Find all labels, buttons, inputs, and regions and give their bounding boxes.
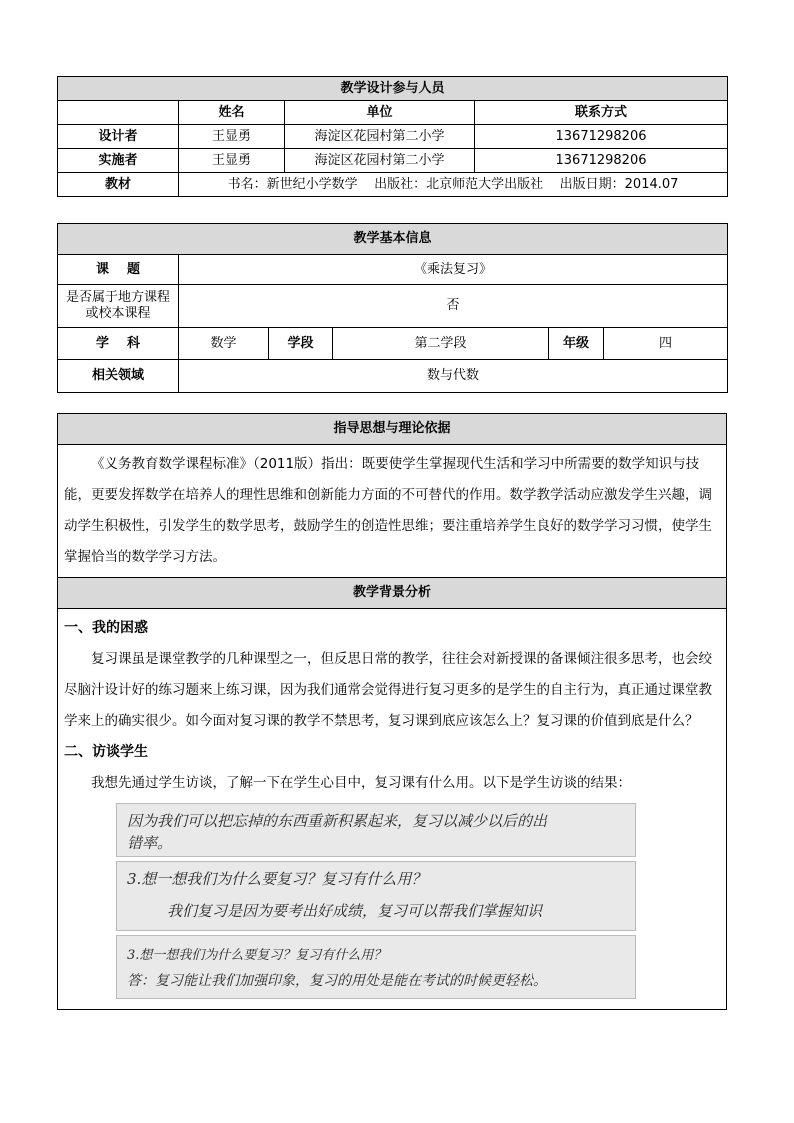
section-title-confusion: 一、我的困惑 xyxy=(64,620,148,636)
answer-line: 错率。 xyxy=(127,834,173,852)
column-header-unit: 单位 xyxy=(285,101,475,125)
implementer-name: 王显勇 xyxy=(179,149,285,173)
student-answer-image xyxy=(116,935,636,999)
column-header-empty xyxy=(58,101,179,125)
material-value: 书名：新世纪小学数学 出版社：北京师范大学出版社 出版日期：2014.07 xyxy=(179,173,728,197)
implementer-phone: 13671298206 xyxy=(475,149,728,173)
section-title-interview: 二、访谈学生 xyxy=(64,744,148,760)
participants-header: 教学设计参与人员 xyxy=(58,77,728,101)
answer-line: 3.想一想我们为什么要复习？复习有什么用？ xyxy=(127,870,427,888)
participants-table xyxy=(57,76,728,197)
basic-info-header: 教学基本信息 xyxy=(58,224,728,255)
local-course-value: 否 xyxy=(179,285,728,328)
section-text-confusion: 复习课虽是课堂教学的几种课型之一，但反思日常的教学，往往会对新授课的备课倾注很多思考，也会绞尽脑汁设计好的练习题来上练习课，因为我们通常会觉得进行复习更多的是学生的自主行为，真正通过课堂教学来上的确实很少。如今面对复习课的教学不禁思考，复习课到底应该怎么上？复习课的价值到底是什么？ xyxy=(64,651,712,729)
role-designer: 设计者 xyxy=(58,125,179,149)
stage-value: 第二学段 xyxy=(333,328,549,360)
designer-unit: 海淀区花园村第二小学 xyxy=(285,125,475,149)
table-row xyxy=(58,125,728,149)
section-text-interview: 我想先通过学生访谈，了解一下在学生心目中，复习课有什么用。以下是学生访谈的结果： xyxy=(91,775,631,791)
grade-label: 年级 xyxy=(549,328,604,360)
basic-info-table xyxy=(57,223,728,393)
guidance-text: 《义务教育数学课程标准》（2011版）指出：既要使学生掌握现代生活和学习中所需要的数学知识与技能，更要发挥数学在培养人的理性思维和创新能力方面的不可替代的作用。数学教学活动应激发学生兴趣，调动学生积极性，引发学生的数学思考，鼓励学生的创造性思维；要注重培养学生良好的数学学习习惯，使学生掌握恰当的数学学习方法。 xyxy=(58,445,727,578)
field-value: 数与代数 xyxy=(179,360,728,393)
role-implementer: 实施者 xyxy=(58,149,179,173)
guidance-background-table xyxy=(57,413,727,1010)
designer-name: 王显勇 xyxy=(179,125,285,149)
guidance-header: 指导思想与理论依据 xyxy=(58,414,727,445)
material-label: 教材 xyxy=(58,173,179,197)
subject-value: 数学 xyxy=(179,328,269,360)
answer-line: 答：复习能让我们加强印象，复习的用处是能在考试的时候更轻松。 xyxy=(127,973,547,989)
column-header-contact: 联系方式 xyxy=(475,101,728,125)
background-content xyxy=(58,609,727,1010)
designer-phone: 13671298206 xyxy=(475,125,728,149)
topic-value: 《乘法复习》 xyxy=(179,255,728,285)
answer-line: 因为我们可以把忘掉的东西重新积累起来，复习以减少以后的出 xyxy=(127,812,548,830)
local-course-label: 是否属于地方课程或校本课程 xyxy=(58,285,179,328)
table-row xyxy=(58,149,728,173)
answer-line: 3.想一想我们为什么要复习？复习有什么用？ xyxy=(127,948,387,963)
grade-value: 四 xyxy=(604,328,728,360)
field-label: 相关领域 xyxy=(58,360,179,393)
student-answer-image xyxy=(116,861,636,931)
student-answer-image xyxy=(116,803,636,857)
implementer-unit: 海淀区花园村第二小学 xyxy=(285,149,475,173)
column-header-name: 姓名 xyxy=(179,101,285,125)
topic-label: 课 题 xyxy=(58,255,179,285)
stage-label: 学段 xyxy=(269,328,333,360)
background-header: 教学背景分析 xyxy=(58,578,727,609)
table-row xyxy=(58,173,728,197)
subject-label: 学 科 xyxy=(58,328,179,360)
answer-line: 我们复习是因为要考出好成绩，复习可以帮我们掌握知识 xyxy=(167,902,543,920)
